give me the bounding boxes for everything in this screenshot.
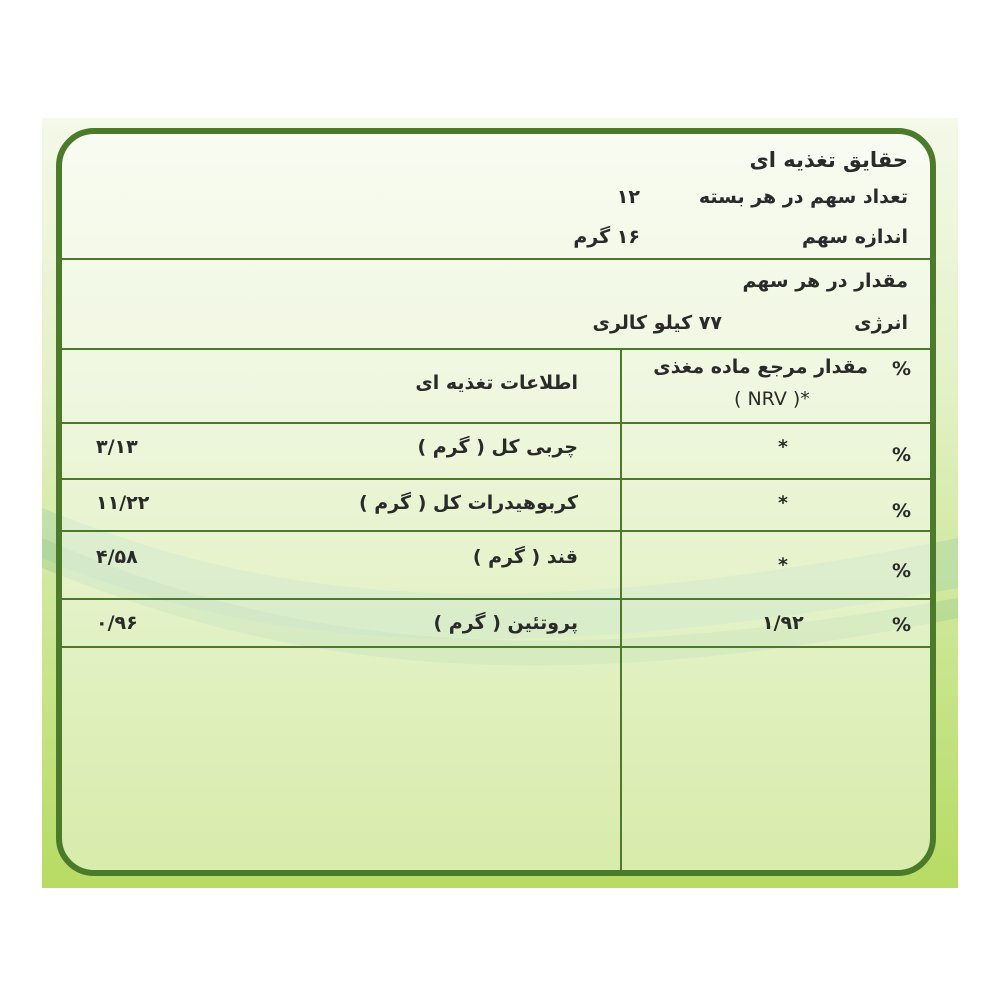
header-info: اطلاعات تغذیه ای [415, 372, 578, 394]
amount-per-serving-label: مقدار در هر سهم [742, 270, 908, 292]
row-value: ۱۱/۲۲ [96, 492, 150, 514]
row-value: ۴/۵۸ [96, 546, 138, 568]
section-divider [62, 258, 930, 260]
header-nrv-line2: *( NRV ) [734, 388, 810, 410]
serving-size-label: اندازه سهم [801, 226, 908, 248]
nutrition-facts-panel [56, 128, 936, 876]
row-nutrient: قند ( گرم ) [472, 546, 578, 568]
row-percent: % [892, 560, 912, 582]
nutrition-title: حقایق تغذیه ای [749, 148, 908, 172]
row-value: ۰/۹۶ [96, 612, 138, 634]
row-nrv: * [778, 554, 788, 576]
table-row [62, 600, 930, 646]
row-nrv: * [778, 436, 788, 458]
row-percent: % [892, 614, 912, 636]
table-row [62, 480, 930, 530]
row-nutrient: پروتئین ( گرم ) [433, 612, 578, 634]
row-percent: % [892, 444, 912, 466]
servings-per-package-value: ۱۲ [616, 186, 640, 208]
table-header-row [62, 348, 930, 422]
energy-label: انرژی [854, 312, 908, 334]
row-nrv: * [778, 492, 788, 514]
serving-size-value: ۱۶ گرم [573, 226, 640, 248]
row-nutrient: چربی کل ( گرم ) [417, 436, 578, 458]
row-value: ۳/۱۳ [96, 436, 138, 458]
nutrition-table [62, 348, 930, 870]
table-row [62, 532, 930, 598]
table-row [62, 424, 930, 478]
energy-value: ۷۷ کیلو کالری [592, 312, 722, 334]
servings-per-package-label: تعداد سهم در هر بسته [698, 186, 908, 208]
header-percent: % [892, 358, 912, 380]
row-percent: % [892, 500, 912, 522]
row-nrv: ۱/۹۲ [762, 612, 804, 634]
row-nutrient: کربوهیدرات کل ( گرم ) [359, 492, 578, 514]
row-line [62, 646, 930, 648]
header-nrv-line1: مقدار مرجع ماده مغذی [653, 356, 868, 378]
